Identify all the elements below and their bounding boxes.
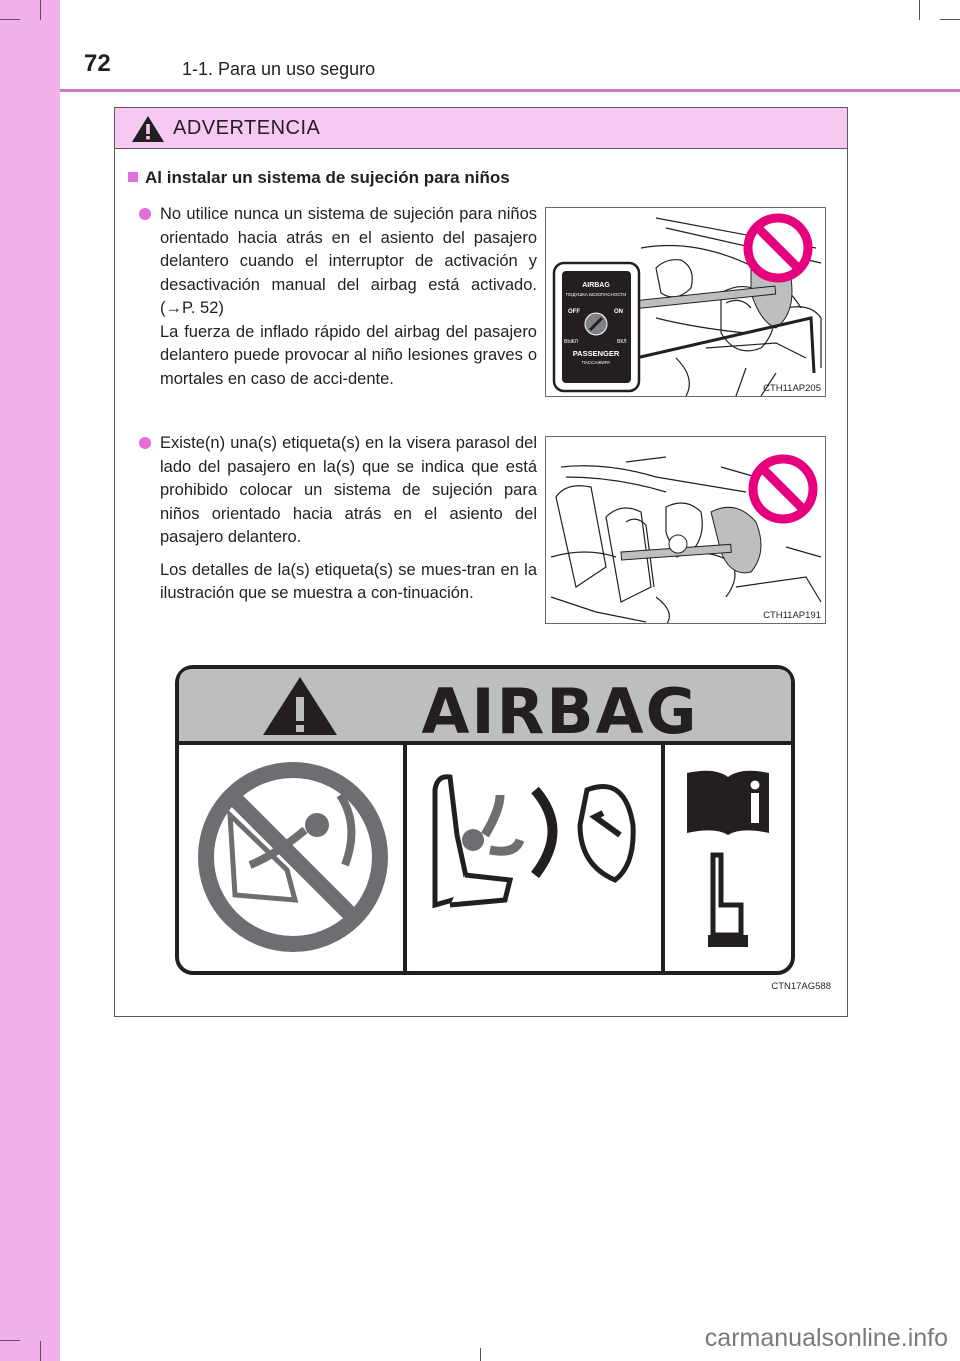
warning-title: ADVERTENCIA xyxy=(173,117,321,139)
figure-code: CTH11AP191 xyxy=(763,610,821,621)
bullet-paragraph: No utilice nunca un sistema de sujeción para niños orientado hacia atrás en el asiento del pasajero delantero cuando el interruptor de activación y desactivación manual del airbag está activado. (→P. 52) xyxy=(160,205,537,317)
airbag-label-title: AIRBAG xyxy=(421,675,699,748)
crop-mark xyxy=(0,19,20,20)
no-rear-facing-child-seat-icon xyxy=(206,770,380,944)
switch-passenger-ru-label: ПАССАЖИРА xyxy=(581,360,611,365)
crop-mark xyxy=(940,19,960,20)
bullet-item xyxy=(139,203,537,391)
chapter-sidebar xyxy=(0,0,60,1361)
car-interior-illustration xyxy=(546,208,826,397)
switch-on-ru-label: ВКЛ xyxy=(617,339,627,345)
page-number: 72 xyxy=(84,50,111,77)
bullet-paragraph: La fuerza de inflado rápido del airbag del pasajero delantero puede provocar al niño lesiones graves o mortales en caso de acci-dente. xyxy=(160,322,537,388)
figure-rear-facing-seat-airbag-switch xyxy=(545,207,826,397)
airbag-label-illustration xyxy=(175,665,795,975)
watermark: carmanualsonline.info xyxy=(704,1324,948,1352)
bullet-item xyxy=(139,432,537,606)
bullet-dot-icon xyxy=(139,208,151,220)
header-rule xyxy=(60,89,960,92)
crop-mark xyxy=(40,0,41,20)
bullet-paragraph: Existe(n) una(s) etiqueta(s) en la visera parasol del lado del pasajero en la(s) que se indica que está prohibido colocar un sistema de sujeción para niños orientado hacia atrás en el asiento del pasajero delantero. xyxy=(160,434,537,546)
crop-mark xyxy=(480,1348,481,1361)
switch-airbag-ru-label: ПОДУШКА БЕЗОПАСНОСТИ xyxy=(565,292,627,297)
figure-code: CTH11AP205 xyxy=(763,383,821,394)
warning-box xyxy=(114,107,848,1017)
square-bullet-icon xyxy=(128,172,138,182)
warning-subheading xyxy=(128,168,510,188)
crop-mark xyxy=(919,0,920,20)
switch-off-ru-label: ВЫКЛ xyxy=(564,339,578,345)
switch-passenger-label: PASSENGER xyxy=(572,349,620,358)
figure-sun-visor-car-interior xyxy=(545,436,826,624)
section-title: 1-1. Para un uso seguro xyxy=(182,59,376,79)
crop-mark xyxy=(0,1340,20,1341)
label-figure-code: CTN17AG588 xyxy=(771,981,831,992)
subheading-text: Al instalar un sistema de sujeción para niños xyxy=(145,168,510,187)
switch-airbag-label: AIRBAG xyxy=(582,282,610,289)
car-interior-illustration xyxy=(546,437,826,624)
bullet-dot-icon xyxy=(139,437,151,449)
switch-off-label: OFF xyxy=(568,309,580,315)
bullet-paragraph: Los detalles de la(s) etiqueta(s) se mues-tran en la ilustración que se muestra a con-tinuación. xyxy=(160,560,537,602)
crop-mark xyxy=(40,1341,41,1361)
warning-header xyxy=(115,108,847,149)
switch-on-label: ON xyxy=(614,309,623,315)
warning-triangle-icon xyxy=(131,115,165,143)
airbag-warning-label xyxy=(175,665,795,980)
